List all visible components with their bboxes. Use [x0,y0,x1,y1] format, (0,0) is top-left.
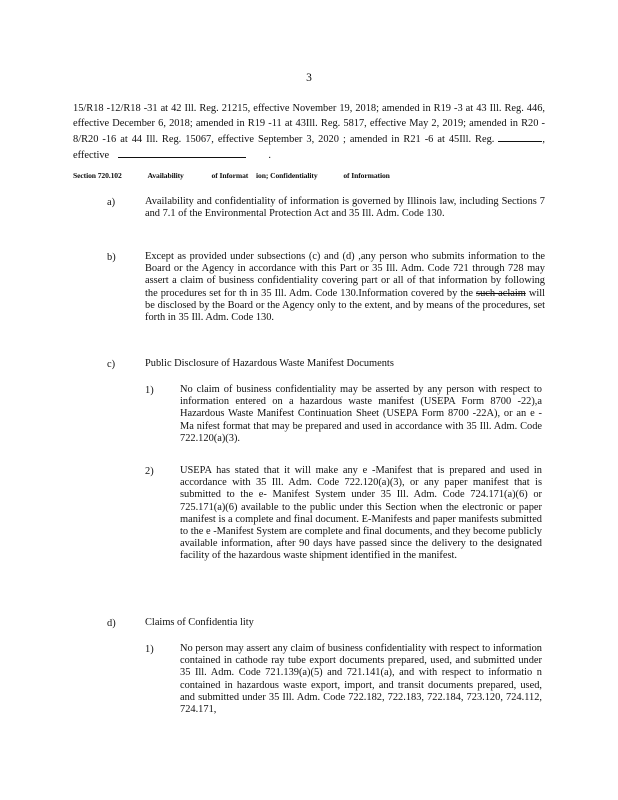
subsection-b-struck-text: such aclaim [476,287,526,299]
subsection-d-label: d) [107,618,116,629]
section-title-part-b: of Informat [211,171,249,180]
section-title-part-c: ion; Confidentiality [256,171,318,180]
subsection-d1-label: 1) [145,644,154,655]
history-end: . [268,150,271,161]
subsection-c1-label: 1) [145,385,154,396]
section-number: Section 720.102 [73,171,122,180]
subsection-c2-text: USEPA has stated that it will make any e -Manifest that is prepared and used in accordance with 35 Ill. Adm. Code 722.120(a)(3), or any paper manifest that is submitted to the e- Manifest System under 35 Ill. Adm. Code 724.171(a)(6) or 725.171(a)(6) available to the public under this Section when the electronic or paper manifest is a complete and final document. E-Manifests and paper manifests submitted to the e -Manifest System are complete and final documents, and they become publicly available information, after 90 days have passed since the delivery to the designated facility of the hazardous waste shipment identified in the manifest. [180,465,542,562]
subsection-b-text-after: will be disclosed by the Board or the Agency only to the extent, and by means of the procedures, set forth in 35 Ill. Adm. Code 130. [145,287,545,324]
subsection-b-label: b) [107,252,116,263]
history-note [73,101,545,163]
subsection-a-label: a) [107,197,116,208]
subsection-b-text-before: Except as provided under subsections (c) and (d) ,any person who submits information to the Board or the Agency in accordance with this Part or 35 Ill. Adm. Code 721 through 728 may assert a claim of business confidentiality covering part or all of that information by following the procedures set for th in 35 Ill. Adm. Code 130.Information covered by the [145,251,545,299]
blank-reg-page [498,131,542,142]
subsection-c2-label: 2) [145,466,154,477]
subsection-d-heading: Claims of Confidentia lity [145,617,254,628]
blank-effective-date [118,147,246,158]
subsection-a-text: Availability and confidentiality of information is governed by Illinois law, including Sections 7 and 7.1 of the Environmental Protection Act and 35 Ill. Adm. Code 130. [145,196,545,220]
page-number: 3 [306,72,312,84]
section-title-part-d: of Information [343,171,390,180]
subsection-b-text [145,251,545,324]
history-mid: , effective [73,134,545,161]
subsection-c-label: c) [107,359,116,370]
history-text: 15/R18 -12/R18 -31 at 42 Ill. Reg. 21215, effective November 19, 2018; amended in R19 -3 at 43 Ill. Reg. 446, effective December 6, 2018; amended in R19 -11 at 43Ill. Reg. 5817, effective May 2, 2019; amended in R20 - 8/R20 -16 at 44 Ill. Reg. 15067, effective September 3, 2020 ; amended in R21 -6 at 45Ill. Reg. [73,103,545,145]
section-title-part-a: Availability [147,171,184,180]
subsection-d1-text: No person may assert any claim of business confidentiality with respect to information contained in cathode ray tube export documents prepared, used, and submitted under 35 Ill. Adm. Code 721.139(a)(5) and 721.141(a), and with respect to informatio n contained in hazardous waste export, import, and transit documents prepared, used, and submitted under 35 Ill. Adm. Code 722.182, 722.183, 722.184, 723.120, 724.112, 724.171, [180,643,542,716]
subsection-c-heading: Public Disclosure of Hazardous Waste Manifest Documents [145,358,394,369]
subsection-c1-text: No claim of business confidentiality may be asserted by any person with respect to information entered on a hazardous waste manifest (USEPA Form 8700 -22),a Hazardous Waste Manifest Continuation Sheet (USEPA Form 8700 -22A), or an e - Ma nifest format that may be prepared and used in accordance with 35 Ill. Adm. Code 722.120(a)(3). [180,384,542,444]
section-heading [73,171,390,180]
